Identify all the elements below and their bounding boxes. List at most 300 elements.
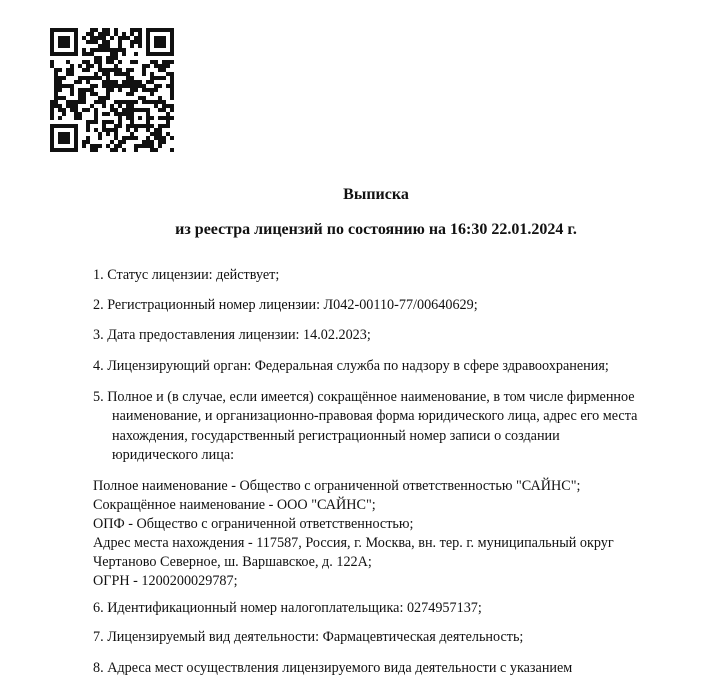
qr-module: [142, 84, 146, 88]
qr-module: [66, 72, 70, 76]
qr-module: [146, 40, 150, 44]
qr-module: [150, 76, 154, 80]
qr-module: [122, 36, 126, 40]
qr-module: [154, 104, 158, 108]
qr-module: [58, 116, 62, 120]
qr-module: [130, 44, 134, 48]
qr-module: [54, 76, 58, 80]
qr-module: [134, 100, 138, 104]
qr-module: [62, 148, 66, 152]
qr-module: [138, 44, 142, 48]
qr-module: [146, 36, 150, 40]
qr-module: [114, 80, 118, 84]
qr-module: [154, 84, 158, 88]
qr-module: [114, 132, 118, 136]
qr-module: [58, 28, 62, 32]
qr-module: [50, 132, 54, 136]
qr-module: [162, 36, 166, 40]
qr-module: [114, 56, 118, 60]
qr-module: [94, 108, 98, 112]
qr-module: [130, 76, 134, 80]
qr-module: [74, 48, 78, 52]
qr-module: [166, 64, 170, 68]
qr-module: [102, 112, 106, 116]
qr-module: [86, 64, 90, 68]
qr-module: [126, 80, 130, 84]
qr-module: [166, 72, 170, 76]
qr-module: [102, 36, 106, 40]
qr-module: [138, 124, 142, 128]
item-activity-addresses: 8. Адреса мест осуществления лицензируемого вида деятельности с указанием: [93, 660, 573, 676]
qr-module: [106, 84, 110, 88]
qr-module: [154, 60, 158, 64]
qr-module: [110, 140, 114, 144]
qr-module: [150, 92, 154, 96]
qr-module: [86, 76, 90, 80]
qr-module: [98, 48, 102, 52]
qr-module: [158, 132, 162, 136]
qr-module: [134, 60, 138, 64]
qr-module: [142, 100, 146, 104]
qr-module: [54, 68, 58, 72]
qr-module: [126, 116, 130, 120]
qr-module: [86, 124, 90, 128]
qr-module: [62, 136, 66, 140]
item-licensing-authority: 4. Лицензирующий орган: Федеральная служба по надзору в сфере здравоохранения;: [93, 358, 609, 374]
qr-module: [82, 144, 86, 148]
qr-module: [162, 44, 166, 48]
qr-module: [98, 144, 102, 148]
qr-module: [130, 116, 134, 120]
qr-module: [162, 40, 166, 44]
qr-module: [130, 68, 134, 72]
qr-module: [118, 100, 122, 104]
qr-module: [90, 36, 94, 40]
qr-module: [146, 28, 150, 32]
qr-module: [106, 48, 110, 52]
qr-module: [150, 100, 154, 104]
document-subtitle: из реестра лицензий по состоянию на 16:30 22.01.2024 г.: [175, 221, 577, 238]
qr-module: [150, 144, 154, 148]
qr-module: [130, 108, 134, 112]
qr-module: [58, 80, 62, 84]
qr-module: [74, 136, 78, 140]
qr-module: [74, 108, 78, 112]
qr-module: [58, 124, 62, 128]
qr-module: [110, 56, 114, 60]
qr-module: [106, 120, 110, 124]
qr-module: [54, 148, 58, 152]
qr-module: [158, 136, 162, 140]
qr-module: [78, 116, 82, 120]
qr-module: [82, 76, 86, 80]
qr-module: [98, 44, 102, 48]
qr-module: [118, 88, 122, 92]
qr-module: [130, 136, 134, 140]
qr-module: [98, 32, 102, 36]
qr-module: [94, 148, 98, 152]
qr-module: [114, 72, 118, 76]
qr-module: [114, 48, 118, 52]
qr-module: [62, 36, 66, 40]
qr-module: [142, 124, 146, 128]
qr-module: [166, 120, 170, 124]
qr-module: [150, 88, 154, 92]
qr-module: [146, 48, 150, 52]
qr-module: [102, 124, 106, 128]
qr-module: [58, 36, 62, 40]
qr-module: [74, 148, 78, 152]
qr-module: [90, 64, 94, 68]
qr-module: [134, 28, 138, 32]
qr-module: [110, 88, 114, 92]
qr-module: [90, 88, 94, 92]
qr-module: [110, 80, 114, 84]
qr-module: [162, 108, 166, 112]
qr-module: [158, 116, 162, 120]
qr-module: [142, 68, 146, 72]
qr-module: [98, 68, 102, 72]
qr-module: [106, 132, 110, 136]
qr-module: [62, 44, 66, 48]
qr-module: [86, 136, 90, 140]
qr-module: [62, 112, 66, 116]
qr-module: [170, 44, 174, 48]
qr-module: [154, 128, 158, 132]
qr-module: [102, 48, 106, 52]
qr-module: [146, 44, 150, 48]
qr-module: [70, 88, 74, 92]
qr-module: [158, 52, 162, 56]
qr-module: [118, 72, 122, 76]
qr-module: [50, 60, 54, 64]
qr-module: [106, 32, 110, 36]
qr-module: [66, 28, 70, 32]
qr-module: [134, 124, 138, 128]
qr-module: [94, 100, 98, 104]
qr-module: [58, 104, 62, 108]
qr-module: [74, 124, 78, 128]
qr-module: [150, 52, 154, 56]
qr-module: [146, 100, 150, 104]
qr-module: [138, 28, 142, 32]
qr-module: [78, 96, 82, 100]
qr-module: [150, 124, 154, 128]
qr-module: [138, 108, 142, 112]
qr-module: [126, 84, 130, 88]
qr-module: [70, 28, 74, 32]
qr-module: [54, 124, 58, 128]
qr-module: [98, 100, 102, 104]
qr-module: [170, 104, 174, 108]
document-title: Выписка: [343, 186, 409, 203]
qr-module: [102, 72, 106, 76]
qr-module: [102, 32, 106, 36]
qr-module: [58, 44, 62, 48]
qr-module: [114, 68, 118, 72]
qr-module: [170, 40, 174, 44]
qr-module: [98, 136, 102, 140]
qr-module: [170, 60, 174, 64]
qr-module: [102, 28, 106, 32]
qr-module: [146, 32, 150, 36]
qr-module: [150, 72, 154, 76]
qr-module: [166, 52, 170, 56]
qr-module: [150, 140, 154, 144]
qr-module: [78, 92, 82, 96]
qr-module: [54, 28, 58, 32]
qr-module: [150, 80, 154, 84]
qr-module: [134, 36, 138, 40]
qr-module: [134, 144, 138, 148]
qr-module: [66, 132, 70, 136]
qr-module: [94, 40, 98, 44]
qr-module: [74, 104, 78, 108]
qr-module: [94, 56, 98, 60]
qr-module: [94, 92, 98, 96]
qr-module: [94, 120, 98, 124]
qr-module: [114, 144, 118, 148]
qr-module: [58, 68, 62, 72]
qr-module: [122, 48, 126, 52]
qr-module: [106, 144, 110, 148]
qr-module: [154, 28, 158, 32]
qr-module: [50, 64, 54, 68]
org-ogrn: ОГРН - 1200200029787;: [93, 573, 238, 589]
qr-module: [66, 84, 70, 88]
qr-module: [118, 36, 122, 40]
qr-module: [134, 108, 138, 112]
qr-module: [122, 148, 126, 152]
qr-module: [166, 124, 170, 128]
qr-module: [138, 84, 142, 88]
qr-module: [70, 92, 74, 96]
qr-module: [98, 76, 102, 80]
qr-module: [146, 52, 150, 56]
org-full-name: Полное наименование - Общество с ограниченной ответственностью "САЙНС";: [93, 478, 581, 494]
qr-module: [90, 144, 94, 148]
org-legal-form: ОПФ - Общество с ограниченной ответственностью;: [93, 516, 414, 532]
qr-module: [126, 68, 130, 72]
qr-module: [130, 124, 134, 128]
qr-module: [110, 148, 114, 152]
qr-module: [150, 28, 154, 32]
qr-module: [114, 84, 118, 88]
qr-module: [98, 60, 102, 64]
qr-module: [158, 84, 162, 88]
qr-module: [158, 96, 162, 100]
qr-module: [154, 36, 158, 40]
qr-module: [122, 100, 126, 104]
qr-module: [150, 116, 154, 120]
qr-module: [154, 136, 158, 140]
qr-module: [50, 144, 54, 148]
item-organization-header: 5. Полное и (в случае, если имеется) сокращённое наименование, в том числе фирменное: [93, 389, 635, 405]
qr-module: [66, 136, 70, 140]
qr-module: [158, 100, 162, 104]
qr-module: [82, 88, 86, 92]
qr-code-image: [50, 28, 174, 152]
qr-module: [54, 80, 58, 84]
qr-module: [170, 108, 174, 112]
qr-module: [66, 104, 70, 108]
qr-module: [50, 48, 54, 52]
qr-module: [58, 132, 62, 136]
qr-module: [70, 124, 74, 128]
qr-module: [58, 84, 62, 88]
qr-module: [110, 52, 114, 56]
qr-module: [54, 96, 58, 100]
qr-module: [170, 32, 174, 36]
qr-module: [146, 136, 150, 140]
qr-module: [118, 112, 122, 116]
qr-module: [166, 28, 170, 32]
qr-module: [82, 108, 86, 112]
qr-module: [90, 28, 94, 32]
qr-module: [78, 88, 82, 92]
qr-module: [110, 84, 114, 88]
qr-module: [162, 104, 166, 108]
qr-module: [58, 88, 62, 92]
qr-module: [158, 44, 162, 48]
qr-module: [98, 132, 102, 136]
item-activity-type: 7. Лицензируемый вид деятельности: Фармацевтическая деятельность;: [93, 629, 524, 645]
qr-module: [166, 112, 170, 116]
qr-module: [126, 124, 130, 128]
qr-module: [138, 116, 142, 120]
qr-module: [102, 128, 106, 132]
qr-module: [102, 80, 106, 84]
qr-module: [106, 28, 110, 32]
qr-module: [170, 92, 174, 96]
qr-module: [70, 72, 74, 76]
qr-module: [118, 120, 122, 124]
qr-module: [118, 48, 122, 52]
qr-module: [146, 144, 150, 148]
qr-module: [58, 96, 62, 100]
qr-module: [146, 128, 150, 132]
qr-module: [98, 36, 102, 40]
qr-module: [170, 116, 174, 120]
qr-module: [158, 36, 162, 40]
qr-module: [154, 132, 158, 136]
qr-module: [162, 76, 166, 80]
qr-module: [78, 100, 82, 104]
qr-module: [62, 28, 66, 32]
qr-module: [130, 100, 134, 104]
qr-module: [50, 124, 54, 128]
qr-module: [70, 64, 74, 68]
qr-module: [54, 100, 58, 104]
qr-module: [154, 76, 158, 80]
qr-module: [142, 96, 146, 100]
qr-module: [170, 84, 174, 88]
qr-module: [146, 112, 150, 116]
qr-module: [50, 36, 54, 40]
qr-module: [162, 28, 166, 32]
qr-module: [90, 84, 94, 88]
qr-module: [102, 104, 106, 108]
qr-module: [102, 84, 106, 88]
qr-module: [170, 76, 174, 80]
qr-module: [50, 112, 54, 116]
qr-module: [130, 40, 134, 44]
qr-module: [166, 104, 170, 108]
qr-module: [106, 72, 110, 76]
qr-module: [74, 40, 78, 44]
qr-module: [74, 112, 78, 116]
qr-module: [74, 44, 78, 48]
item-organization-header-cont: юридического лица:: [112, 447, 235, 463]
qr-module: [90, 32, 94, 36]
qr-module: [50, 140, 54, 144]
qr-module: [114, 128, 118, 132]
qr-module: [50, 52, 54, 56]
qr-module: [166, 116, 170, 120]
qr-module: [82, 52, 86, 56]
qr-module: [158, 76, 162, 80]
qr-module: [130, 120, 134, 124]
qr-module: [58, 40, 62, 44]
qr-module: [90, 92, 94, 96]
qr-module: [162, 140, 166, 144]
qr-module: [102, 40, 106, 44]
qr-module: [158, 140, 162, 144]
qr-module: [134, 148, 138, 152]
qr-module: [74, 36, 78, 40]
qr-module: [90, 76, 94, 80]
qr-module: [102, 96, 106, 100]
qr-module: [74, 32, 78, 36]
qr-module: [138, 96, 142, 100]
qr-module: [50, 32, 54, 36]
qr-module: [166, 60, 170, 64]
qr-module: [170, 96, 174, 100]
qr-module: [90, 120, 94, 124]
qr-module: [138, 144, 142, 148]
qr-module: [106, 88, 110, 92]
qr-module: [94, 36, 98, 40]
org-address: Адрес места нахождения - 117587, Россия, г. Москва, вн. тер. г. муниципальный округ: [93, 535, 614, 551]
qr-module: [74, 144, 78, 148]
qr-module: [86, 40, 90, 44]
qr-module: [158, 68, 162, 72]
qr-module: [142, 140, 146, 144]
qr-module: [70, 68, 74, 72]
qr-module: [82, 140, 86, 144]
qr-module: [98, 64, 102, 68]
qr-module: [62, 124, 66, 128]
qr-module: [130, 84, 134, 88]
qr-module: [118, 144, 122, 148]
qr-module: [50, 128, 54, 132]
qr-module: [126, 104, 130, 108]
qr-module: [154, 44, 158, 48]
qr-module: [66, 68, 70, 72]
qr-module: [86, 68, 90, 72]
qr-module: [74, 116, 78, 120]
qr-module: [62, 76, 66, 80]
qr-module: [50, 108, 54, 112]
qr-module: [162, 136, 166, 140]
qr-module: [62, 40, 66, 44]
qr-module: [170, 36, 174, 40]
qr-module: [110, 48, 114, 52]
qr-module: [130, 88, 134, 92]
qr-module: [74, 80, 78, 84]
qr-module: [66, 52, 70, 56]
qr-module: [126, 76, 130, 80]
